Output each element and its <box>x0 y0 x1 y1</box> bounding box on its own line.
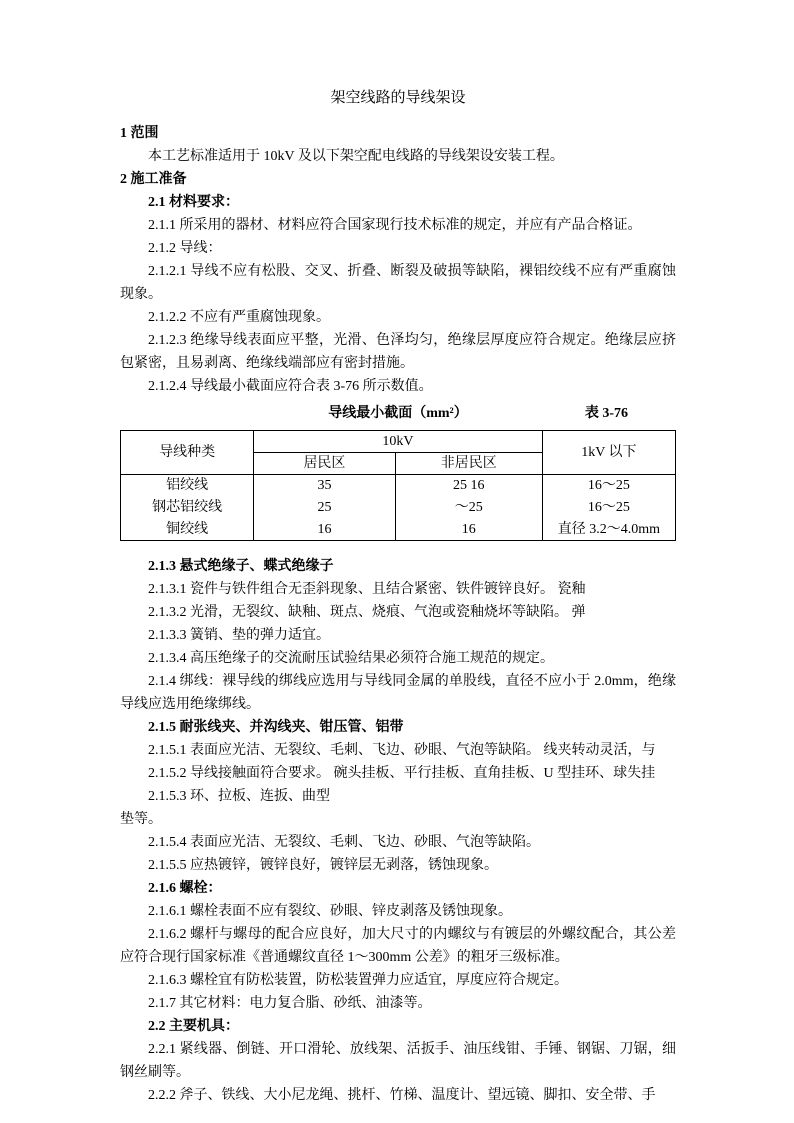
para-2-1-3-3: 2.1.3.3 簧销、垫的弹力适宜。 <box>148 628 330 643</box>
para-2-2-1: 2.2.1 紧线器、倒链、开口滑轮、放线架、活扳手、油压线钳、手锤、钢锯、刀锯，细钢丝刷等。 <box>120 1042 676 1080</box>
table-row <box>121 497 676 519</box>
heading-2-1-5: 2.1.5 耐张线夹、并沟线夹、钳压管、铝带 <box>148 720 404 735</box>
heading-2-1-3: 2.1.3 悬式绝缘子、蝶式绝缘子 <box>148 559 334 574</box>
header-non-residential: 非居民区 <box>395 453 542 475</box>
heading-1-scope: 1 范围 <box>120 126 159 141</box>
table-cell: 16～25 <box>542 475 675 497</box>
table-caption-row <box>120 402 676 426</box>
header-residential: 居民区 <box>254 453 396 475</box>
table-cell: 16～25 <box>542 497 675 519</box>
para-2-1-5-3: 2.1.5.3 环、拉板、连扳、曲型 <box>148 789 330 804</box>
table-cell: 铜绞线 <box>121 519 254 541</box>
document-title: 架空线路的导线架设 <box>330 90 466 106</box>
para-2-1-5-4: 2.1.5.4 表面应光洁、无裂纹、毛刺、飞边、砂眼、气泡等缺陷。 <box>148 835 540 850</box>
table-cell: 16 <box>254 519 396 541</box>
table-cell: 直径 3.2～4.0mm <box>542 519 675 541</box>
table-cell: 16 <box>395 519 542 541</box>
para-2-1-6-3: 2.1.6.3 螺栓宜有防松装置，防松装置弹力应适宜，厚度应符合规定。 <box>148 973 568 988</box>
para-2-1-5-3-cont: 垫等。 <box>120 812 162 827</box>
table-row <box>121 475 676 497</box>
para-2-1-3-1: 2.1.3.1 瓷件与铁件组合无歪斜现象、且结合紧密、铁件镀锌良好。 瓷釉 <box>148 582 586 597</box>
header-10kv-group: 10kV <box>254 431 543 453</box>
table-cell: 钢芯铝绞线 <box>121 497 254 519</box>
heading-2-1: 2.1 材料要求： <box>148 195 239 210</box>
table-cell: ～25 <box>395 497 542 519</box>
para-2-1-4: 2.1.4 绑线：裸导线的绑线应选用与导线同金属的单股线，直径不应小于 2.0mm，绝缘导线应选用绝缘绑线。 <box>120 674 676 712</box>
para-2-1-6-2: 2.1.6.2 螺杆与螺母的配合应良好，加大尺寸的内螺纹与有镀层的外螺纹配合，其公差应符合现行国家标准《普通螺纹直径 1～300mm 公差》的粗牙三级标准。 <box>120 927 676 965</box>
header-below-1kv: 1kV 以下 <box>542 431 675 475</box>
para-scope-body: 本工艺标准适用于 10kV 及以下架空配电线路的导线架设安装工程。 <box>148 149 564 164</box>
table-cell: 铝绞线 <box>121 475 254 497</box>
table-caption: 导线最小截面（mm²） <box>328 406 468 421</box>
para-2-1-2-3: 2.1.2.3 绝缘导线表面应平整，光滑、色泽均匀，绝缘层厚度应符合规定。绝缘层应挤包紧密，且易剥离、绝缘线端部应有密封措施。 <box>120 333 676 371</box>
para-2-1-5-1: 2.1.5.1 表面应光洁、无裂纹、毛刺、飞边、砂眼、气泡等缺陷。 线夹转动灵活，与 <box>148 743 656 758</box>
para-2-1-5-5: 2.1.5.5 应热镀锌，镀锌良好，镀锌层无剥落，锈蚀现象。 <box>148 858 498 873</box>
para-2-1-2: 2.1.2 导线： <box>148 241 222 256</box>
para-2-1-7: 2.1.7 其它材料：电力复合脂、砂纸、油漆等。 <box>148 996 432 1011</box>
table-header-row-1 <box>121 431 676 453</box>
para-2-1-5-2: 2.1.5.2 导线接触面符合要求。 碗头挂板、平行挂板、直角挂板、U 型挂环、球失挂 <box>148 766 656 781</box>
para-2-1-2-4: 2.1.2.4 导线最小截面应符合表 3-76 所示数值。 <box>148 379 433 394</box>
heading-2-2: 2.2 主要机具： <box>148 1019 239 1034</box>
para-2-1-2-2: 2.1.2.2 不应有严重腐蚀现象。 <box>148 310 330 325</box>
para-2-2-2: 2.2.2 斧子、铁线、大小尼龙绳、挑杆、竹梯、温度计、望远镜、脚扣、安全带、手 <box>148 1088 656 1103</box>
para-2-1-6-1: 2.1.6.1 螺栓表面不应有裂纹、砂眼、锌皮剥落及锈蚀现象。 <box>148 904 512 919</box>
heading-2-prep: 2 施工准备 <box>120 172 187 187</box>
para-2-1-3-2: 2.1.3.2 光滑，无裂纹、缺釉、斑点、烧痕、气泡或瓷釉烧坏等缺陷。 弹 <box>148 605 586 620</box>
table-cell: 25 16 <box>395 475 542 497</box>
para-2-1-1: 2.1.1 所采用的器材、材料应符合国家现行技术标准的规定，并应有产品合格证。 <box>148 218 642 233</box>
table-cell: 35 <box>254 475 396 497</box>
table-row <box>121 519 676 541</box>
table-number-tag: 表 3-76 <box>584 406 628 421</box>
header-conductor-type: 导线种类 <box>121 431 254 475</box>
table-cell: 25 <box>254 497 396 519</box>
para-2-1-3-4: 2.1.3.4 高压绝缘子的交流耐压试验结果必须符合施工规范的规定。 <box>148 651 554 666</box>
para-2-1-2-1: 2.1.2.1 导线不应有松股、交叉、折叠、断裂及破损等缺陷，裸铝绞线不应有严重腐蚀现象。 <box>120 264 676 302</box>
heading-2-1-6: 2.1.6 螺栓： <box>148 881 222 896</box>
min-cross-section-table <box>120 430 676 541</box>
